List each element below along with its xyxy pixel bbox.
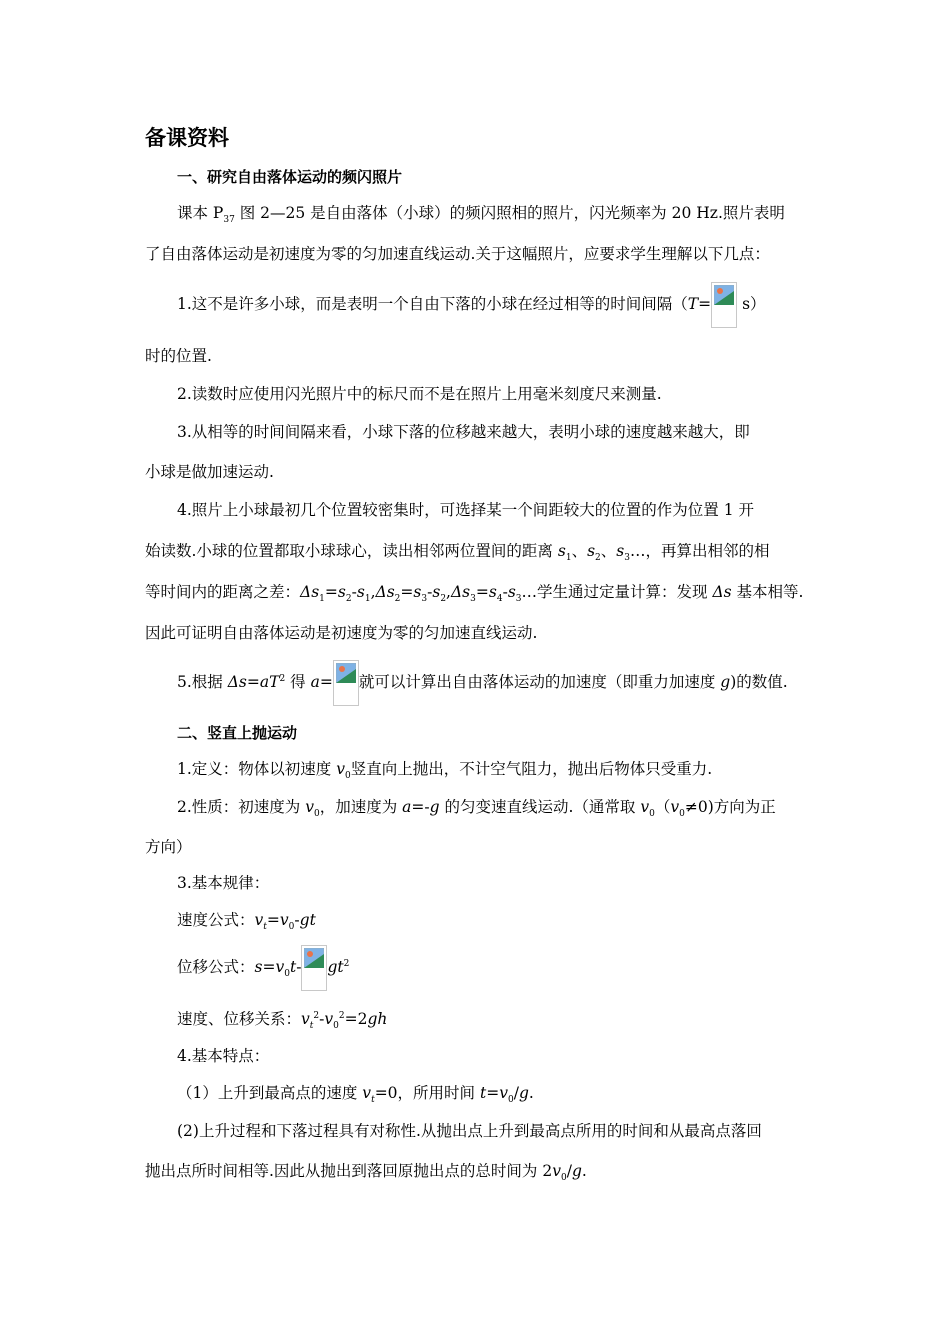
features-heading: 4.基本特点：: [177, 1047, 270, 1065]
intro-line-2: 了自由落体运动是初速度为零的匀加速直线运动.关于这幅照片，应要求学生理解以下几点：: [145, 245, 770, 263]
point-4-line-1: 4.照片上小球最初几个位置较密集时，可选择某一个间距较大的位置的作为位置 1 开: [177, 501, 755, 519]
formula-image-icon: [333, 660, 359, 706]
formula-image-icon: [301, 945, 327, 991]
point-1-line-1: 1.这不是许多小球，而是表明一个自由下落的小球在经过相等的时间间隔（T= s）: [177, 281, 766, 328]
section-2-heading: 二、竖直上抛运动: [177, 724, 298, 742]
page-title: 备课资料: [145, 126, 229, 150]
velocity-formula: 速度公式：$v_t=v_0-gt$: [177, 911, 316, 933]
formula-image-icon: [711, 282, 737, 328]
property-line-1: 2.性质：初速度为 $v_0$，加速度为 a=-g 的匀变速直线运动.（通常取 $v_0(v_0\ne 0)$方向为正: [177, 798, 776, 820]
point-4-line-2: 始读数.小球的位置都取小球球心，读出相邻两位置间的距离 $s_1$、$s_2$、$s_3\dots$，再算出相邻的相: [145, 542, 770, 564]
feature-2-line-1: (2)上升过程和下落过程具有对称性.从抛出点上升到最高点所用的时间和从最高点落回: [177, 1122, 762, 1140]
point-4-line-3: 等时间内的距离之差：$\Delta s_1=s_2-s_1,\Delta s_2=s_3-s_2,\Delta s_3=s_4-s_3\dots$学生通过定量计算：发现 Δs 基本相等.: [145, 583, 804, 605]
displacement-formula: 位移公式：$s=v_0t-$ $gt^2$: [177, 944, 349, 991]
intro-line-1: 课本 $P_{37}$ 图 2—25 是自由落体（小球）的频闪照相的照片，闪光频率为 20 Hz.照片表明: [177, 204, 785, 226]
feature-2-line-2: 抛出点所时间相等.因此从抛出到落回原抛出点的总时间为 $2v_0/g$.: [145, 1162, 587, 1184]
point-5: 5.根据 $\Delta s=aT^2$ 得 a= 就可以计算出自由落体运动的加速度（即重力加速度 g)的数值.: [177, 659, 788, 706]
velocity-displacement-relation: 速度、位移关系：$v_t^2-v_0^2=2gh$: [177, 1010, 388, 1032]
feature-1: （1）上升到最高点的速度 $v_t=0$，所用时间 $t=v_0/g$.: [177, 1084, 534, 1106]
point-4-line-4: 因此可证明自由落体运动是初速度为零的匀加速直线运动.: [145, 624, 538, 642]
point-3-line-1: 3.从相等的时间间隔来看，小球下落的位移越来越大，表明小球的速度越来越大，即: [177, 423, 750, 441]
point-1-line-2: 时的位置.: [145, 347, 212, 365]
basic-laws-heading: 3.基本规律：: [177, 874, 270, 892]
definition: 1.定义：物体以初速度 $v_0$竖直向上抛出，不计空气阻力，抛出后物体只受重力.: [177, 760, 713, 782]
point-3-line-2: 小球是做加速运动.: [145, 463, 274, 481]
property-line-2: 方向）: [145, 838, 192, 856]
point-2: 2.读数时应使用闪光照片中的标尺而不是在照片上用毫米刻度尺来测量.: [177, 385, 662, 403]
section-1-heading: 一、研究自由落体运动的频闪照片: [177, 168, 403, 186]
